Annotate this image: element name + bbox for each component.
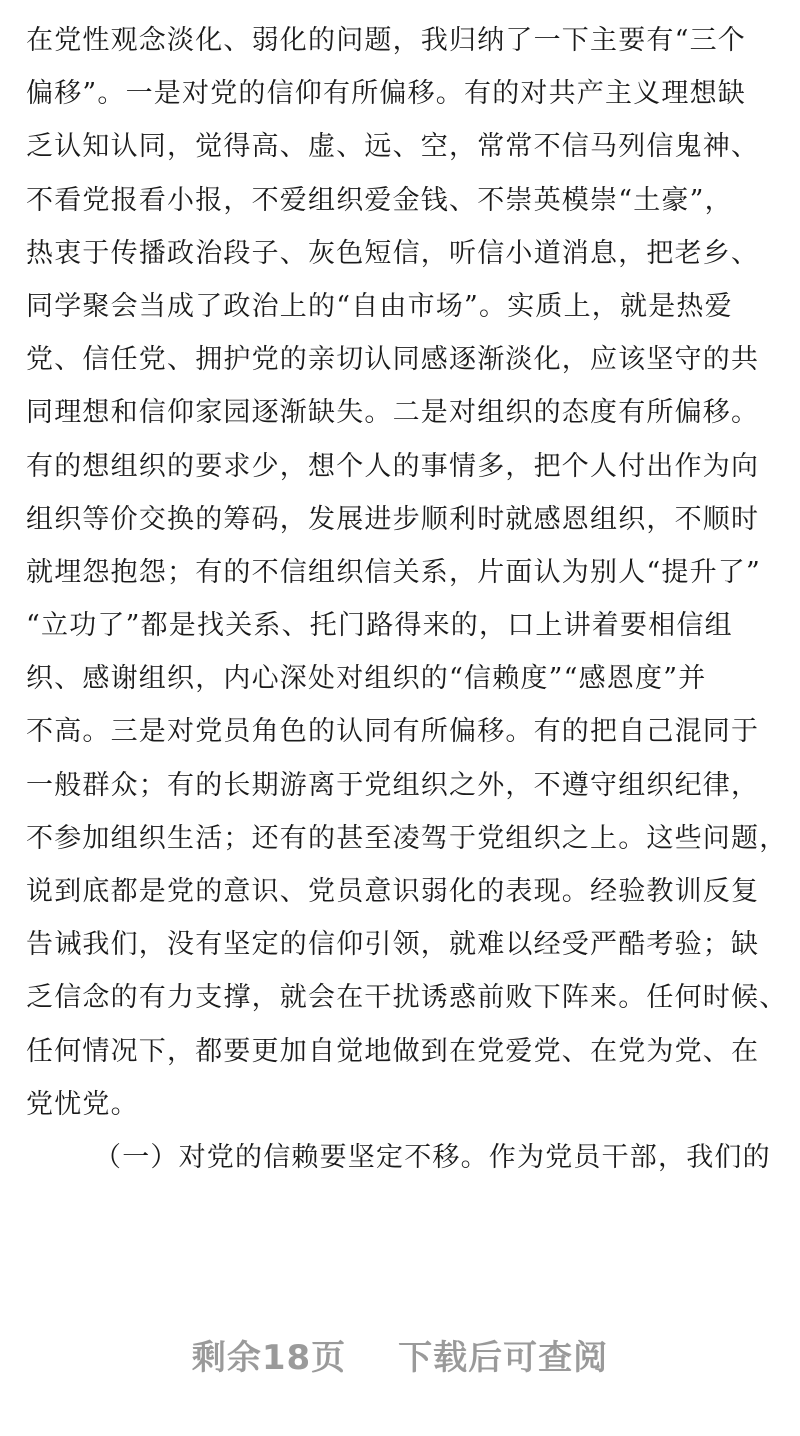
text-line: 热衷于传播政治段子、灰色短信，听信小道消息，把老乡、 xyxy=(26,237,760,269)
section-heading-line: （一）对党的信赖要坚定不移。作为党员干部，我们的 xyxy=(94,1141,771,1173)
text-line: 织、感谢组织，内心深处对组织的“信赖度”“感恩度”并 xyxy=(26,663,707,695)
text-line: 任何情况下，都要更加自觉地做到在党爱党、在党为党、在 xyxy=(26,1035,760,1067)
text-line: 乏信念的有力支撑，就会在干扰诱惑前败下阵来。任何时候、 xyxy=(26,982,788,1014)
document-body xyxy=(26,14,786,1184)
text-line: 有的想组织的要求少，想个人的事情多，把个人付出作为向 xyxy=(26,450,760,482)
text-line: 一般群众；有的长期游离于党组织之外，不遵守组织纪律， xyxy=(26,769,760,801)
text-line: 不参加组织生活；还有的甚至凌驾于党组织之上。这些问题， xyxy=(26,822,788,854)
text-line: 不高。三是对党员角色的认同有所偏移。有的把自己混同于 xyxy=(26,716,760,748)
text-line: 说到底都是党的意识、党员意识弱化的表现。经验教训反复 xyxy=(26,876,760,907)
text-line: 告诫我们，没有坚定的信仰引领，就难以经受严酷考验；缺 xyxy=(26,929,760,961)
download-prompt[interactable] xyxy=(0,1330,800,1379)
remaining-pages-label: 剩余18页 xyxy=(191,1338,347,1378)
text-line: 党忧党。 xyxy=(26,1088,139,1120)
text-line: 同理想和信仰家园逐渐缺失。二是对组织的态度有所偏移。 xyxy=(26,397,760,429)
text-line: 同学聚会当成了政治上的“自由市场”。实质上，就是热爱 xyxy=(26,290,733,322)
text-line: 在党性观念淡化、弱化的问题，我归纳了一下主要有“三个 xyxy=(26,25,747,56)
text-line: “立功了”都是找关系、托门路得来的，口上讲着要相信组 xyxy=(26,610,733,642)
text-line: 不看党报看小报，不爱组织爱金钱、不崇英模崇“土豪”， xyxy=(26,184,733,216)
text-line: 乏认知认同，觉得高、虚、远、空，常常不信马列信鬼神、 xyxy=(26,131,760,163)
text-line: 组织等价交换的筹码，发展进步顺利时就感恩组织，不顺时 xyxy=(26,503,760,535)
text-line: 就埋怨抱怨；有的不信组织信关系，片面认为别人“提升了” xyxy=(26,556,762,588)
text-line: 党、信任党、拥护党的亲切认同感逐渐淡化，应该坚守的共 xyxy=(26,344,760,376)
download-to-view-label: 下载后可查阅 xyxy=(398,1338,609,1378)
text-line: 偏移”。一是对党的信仰有所偏移。有的对共产主义理想缺 xyxy=(26,78,747,110)
